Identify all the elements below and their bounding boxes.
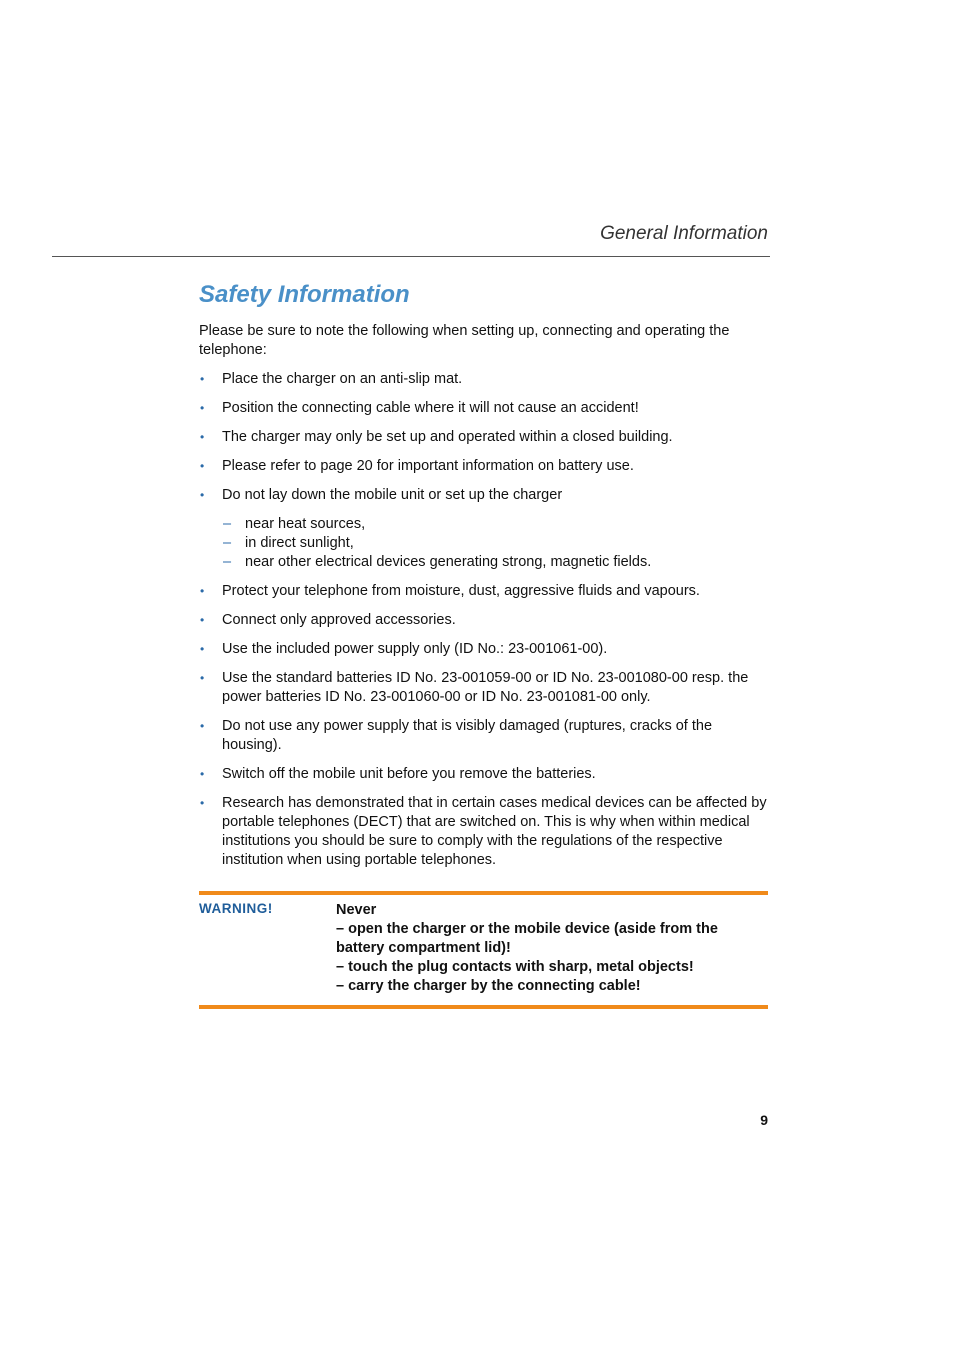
bullet-icon: • [200, 613, 205, 627]
bullet-icon: • [200, 372, 205, 386]
list-item-text: Please refer to page 20 for important information on battery use. [222, 458, 634, 474]
list-item [200, 669, 770, 707]
list-item-text: Connect only approved accessories. [222, 612, 456, 628]
sub-list-item-text: near other electrical devices generating strong, magnetic fields. [245, 554, 652, 570]
list-item [200, 611, 770, 630]
list-item-text: Switch off the mobile unit before you remove the batteries. [222, 766, 596, 782]
warning-line: – touch the plug contacts with sharp, metal objects! [336, 959, 694, 975]
dash-icon: – [223, 554, 232, 570]
warning-label: WARNING! [199, 901, 273, 916]
list-item-text: Research has demonstrated that in certain cases medical devices can be affected by portable telephones (DECT) that are switched on. This is why when within medical institutions you should be sure to comply with the regulations of the respective institution when using portable telephones. [222, 795, 767, 868]
sub-list-item [223, 553, 770, 572]
section-header: General Information [600, 223, 768, 244]
dash-icon: – [223, 535, 232, 551]
bullet-icon: • [200, 488, 205, 502]
intro-paragraph: Please be sure to note the following when setting up, connecting and operating the telephone: [199, 323, 730, 358]
bullet-icon: • [200, 430, 205, 444]
list-item [200, 582, 770, 601]
list-item-text: Protect your telephone from moisture, dust, aggressive fluids and vapours. [222, 583, 700, 599]
warning-body [336, 901, 766, 996]
bullet-icon: • [200, 584, 205, 598]
list-item-text: Position the connecting cable where it will not cause an accident! [222, 400, 639, 416]
list-item [200, 765, 770, 784]
list-item [200, 717, 770, 755]
bullet-icon: • [200, 642, 205, 656]
list-item-text: Do not use any power supply that is visibly damaged (ruptures, cracks of the housing). [222, 718, 713, 753]
bullet-icon: • [200, 719, 205, 733]
warning-line: – open the charger or the mobile device (aside from the battery compartment lid)! [336, 921, 718, 956]
page-title: Safety Information [199, 281, 410, 308]
bullet-icon: • [200, 671, 205, 685]
list-item-text: Use the standard batteries ID No. 23-001059-00 or ID No. 23-001080-00 resp. the power batteries ID No. 23-001060-00 or ID No. 23-001081-00 only. [222, 670, 749, 705]
list-item [200, 457, 770, 476]
bullet-icon: • [200, 401, 205, 415]
list-item [200, 399, 770, 418]
dash-icon: – [223, 516, 232, 532]
bullet-icon: • [200, 459, 205, 473]
list-item [200, 640, 770, 659]
warning-line: Never [336, 902, 377, 918]
header-divider [52, 256, 770, 257]
list-item-text: The charger may only be set up and operated within a closed building. [222, 429, 673, 445]
sub-list-item-text: in direct sunlight, [245, 535, 354, 551]
list-item [200, 370, 770, 389]
warning-bottom-rule [199, 1005, 768, 1009]
bullet-icon: • [200, 767, 205, 781]
sub-list-item [223, 515, 770, 534]
page-number: 9 [760, 1112, 768, 1128]
list-item [200, 794, 770, 870]
list-item-text: Place the charger on an anti-slip mat. [222, 371, 463, 387]
sub-list-item [223, 534, 770, 553]
list-item-text: Use the included power supply only (ID No.: 23-001061-00). [222, 641, 608, 657]
warning-top-rule [199, 891, 768, 895]
list-item-text: Do not lay down the mobile unit or set up the charger [222, 487, 563, 503]
sub-list-item-text: near heat sources, [245, 516, 366, 532]
list-item [200, 428, 770, 447]
warning-line: – carry the charger by the connecting cable! [336, 978, 641, 994]
bullet-icon: • [200, 796, 205, 810]
list-item [200, 486, 770, 505]
